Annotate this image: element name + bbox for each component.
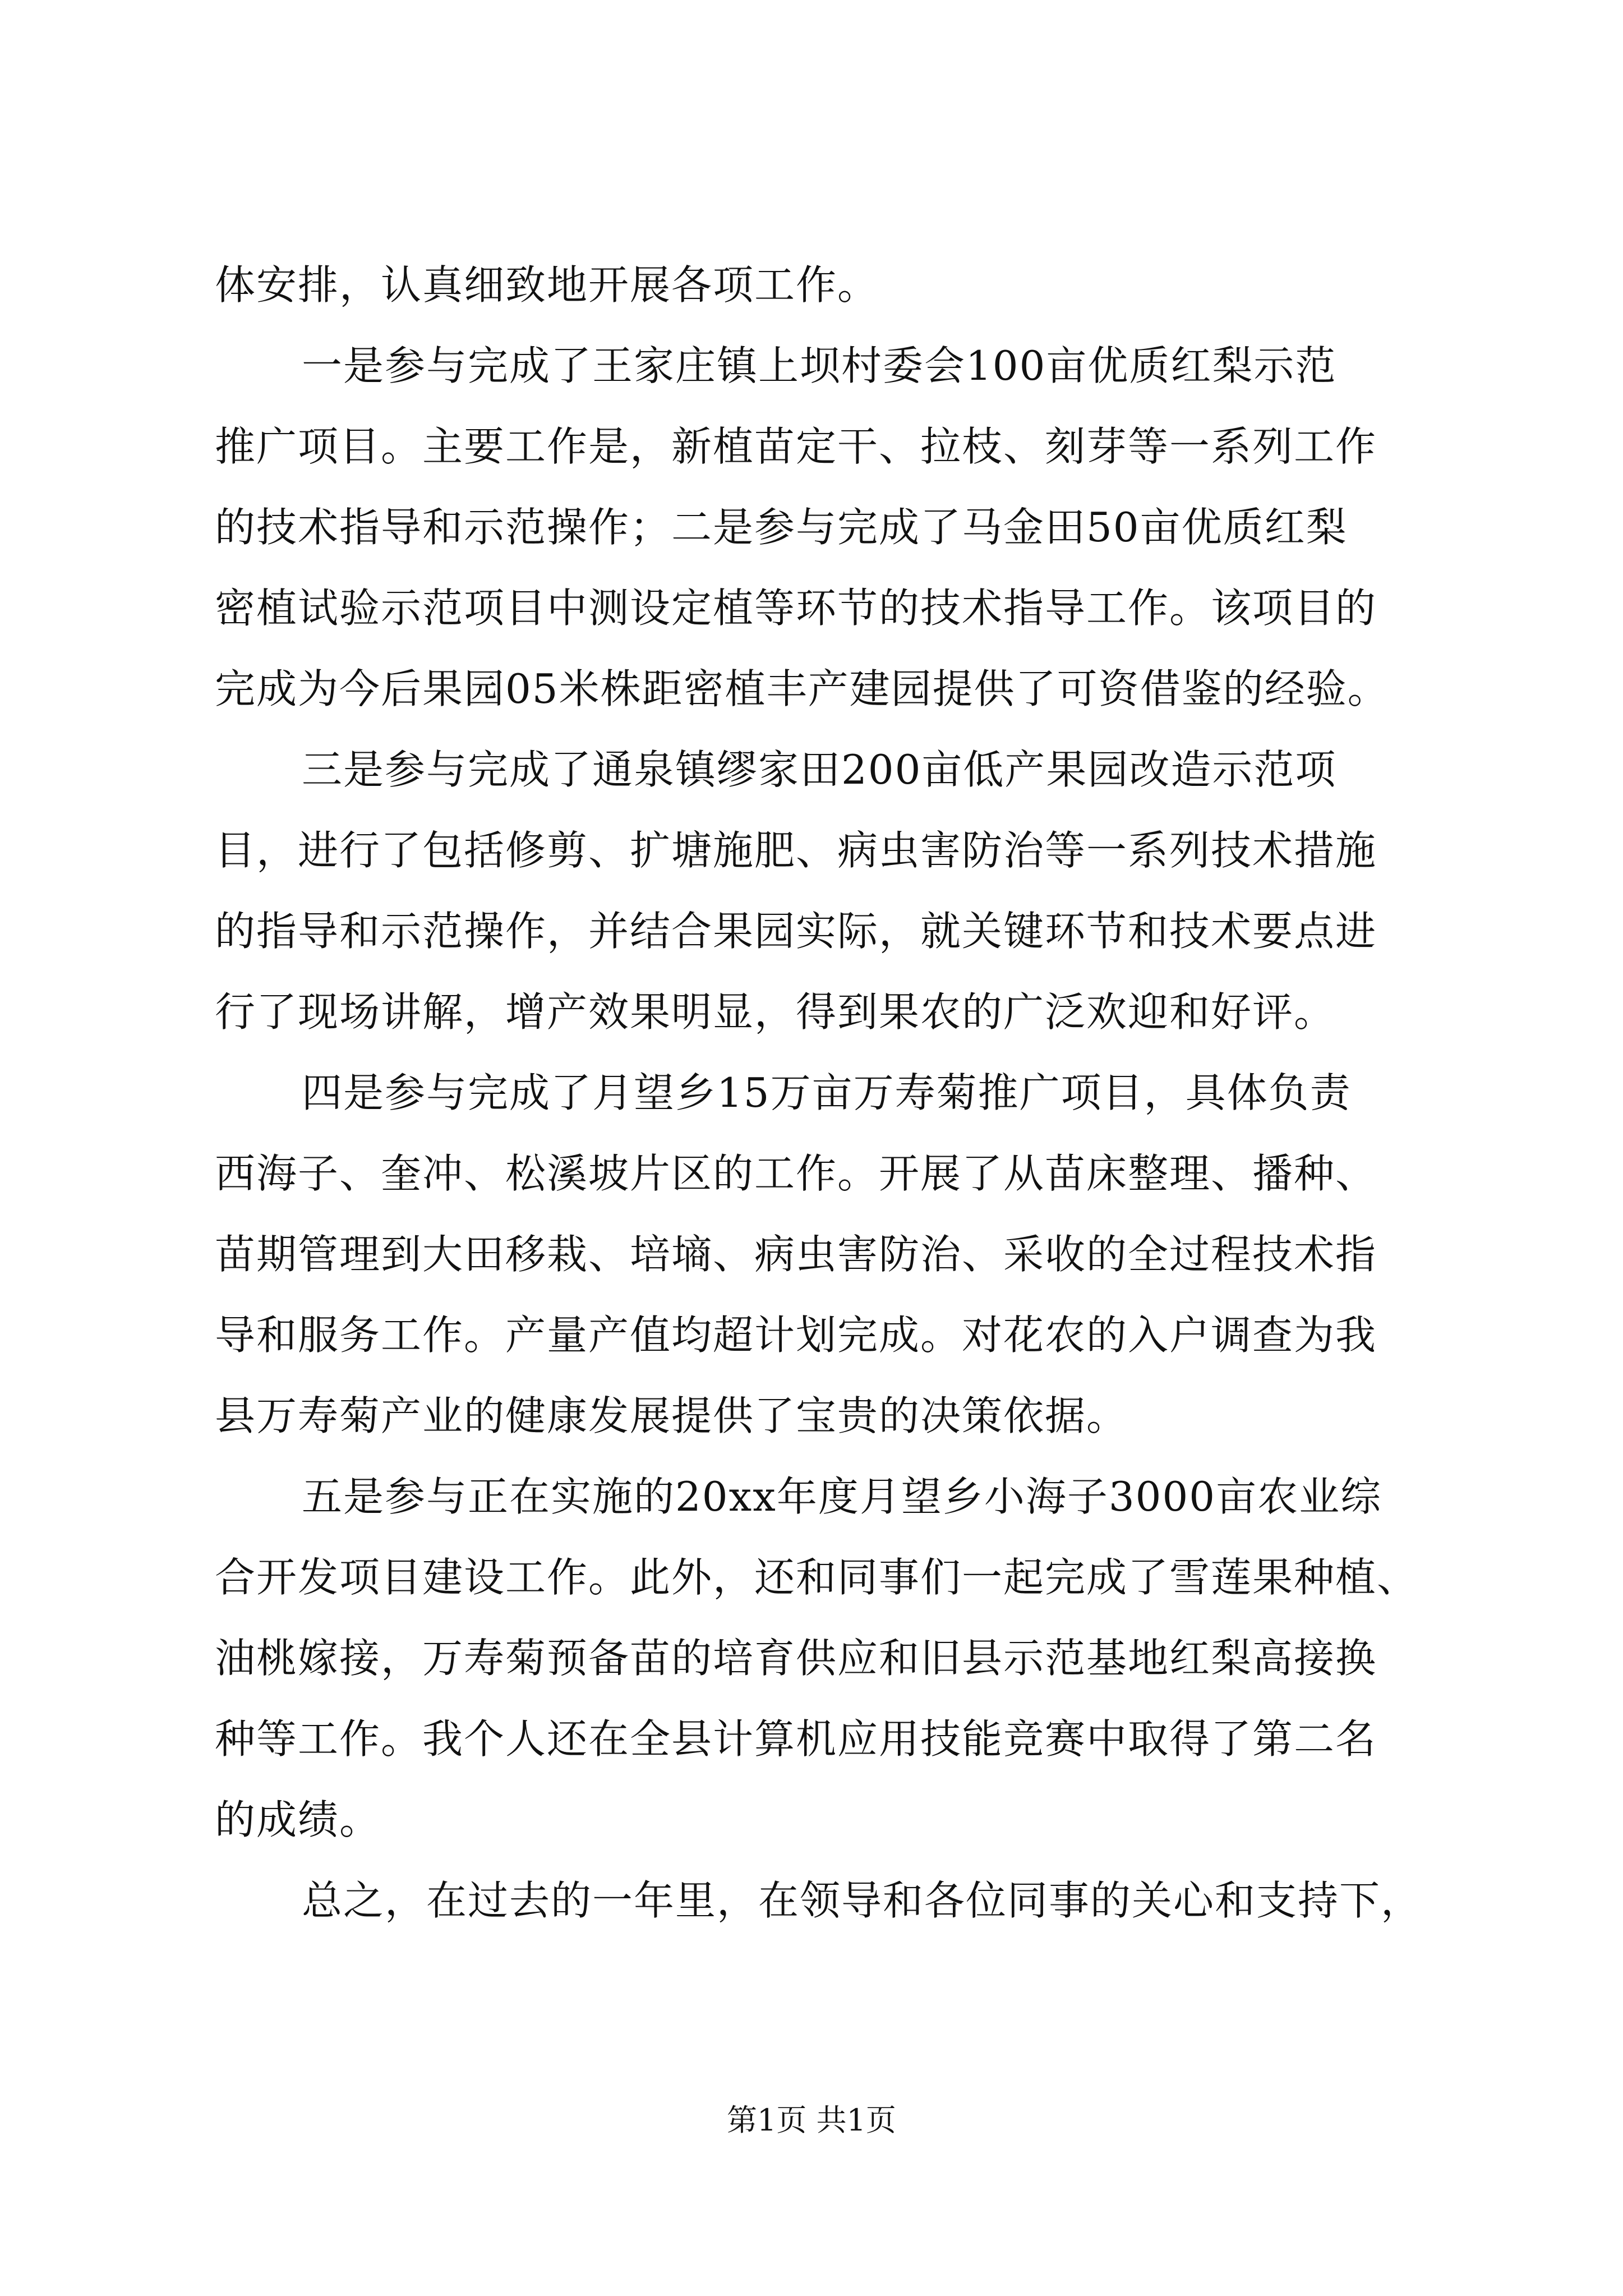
text-line: 五是参与正在实施的20xx年度月望乡小海子3000亩农业综 xyxy=(302,1473,1382,1520)
text-line: 目，进行了包括修剪、扩塘施肥、病虫害防治等一系列技术措施 xyxy=(215,827,1377,874)
text-line: 西海子、奎冲、松溪坡片区的工作。开展了从苗床整理、播种、 xyxy=(215,1150,1377,1197)
text-line: 的指导和示范操作，并结合果园实际，就关键环节和技术要点进 xyxy=(215,908,1377,955)
text-line: 的技术指导和示范操作；二是参与完成了马金田50亩优质红梨 xyxy=(215,504,1348,551)
text-line: 完成为今后果园05米株距密植丰产建园提供了可资借鉴的经验。 xyxy=(215,665,1389,712)
text-line: 密植试验示范项目中测设定植等环节的技术指导工作。该项目的 xyxy=(215,585,1377,632)
text-line: 总之，在过去的一年里，在领导和各位同事的关心和支持下， xyxy=(302,1877,1423,1924)
text-line: 体安排，认真细致地开展各项工作。 xyxy=(215,261,879,309)
text-line: 四是参与完成了月望乡15万亩万寿菊推广项目，具体负责 xyxy=(302,1069,1352,1116)
page-footer xyxy=(0,2101,1623,2140)
text-line: 行了现场讲解，增产效果明显，得到果农的广泛欢迎和好评。 xyxy=(215,988,1336,1036)
page-number-label: 第1页 共1页 xyxy=(727,2102,896,2138)
text-line: 油桃嫁接，万寿菊预备苗的培育供应和旧县示范基地红梨高接换 xyxy=(215,1635,1377,1682)
text-line: 的成绩。 xyxy=(215,1796,381,1843)
text-line: 县万寿菊产业的健康发展提供了宝贵的决策依据。 xyxy=(215,1392,1128,1439)
text-line: 三是参与完成了通泉镇缪家田200亩低产果园改造示范项 xyxy=(302,746,1337,793)
document-body xyxy=(215,245,1423,1941)
text-line: 苗期管理到大田移栽、培墒、病虫害防治、采收的全过程技术指 xyxy=(215,1231,1377,1278)
text-line: 一是参与完成了王家庄镇上坝村委会100亩优质红梨示范 xyxy=(302,342,1337,389)
text-line: 导和服务工作。产量产值均超计划完成。对花农的入户调查为我 xyxy=(215,1312,1377,1359)
text-line: 推广项目。主要工作是，新植苗定干、拉枝、刻芽等一系列工作 xyxy=(215,423,1377,470)
text-line: 合开发项目建设工作。此外，还和同事们一起完成了雪莲果种植、 xyxy=(215,1554,1419,1601)
text-line: 种等工作。我个人还在全县计算机应用技能竞赛中取得了第二名 xyxy=(215,1715,1377,1763)
